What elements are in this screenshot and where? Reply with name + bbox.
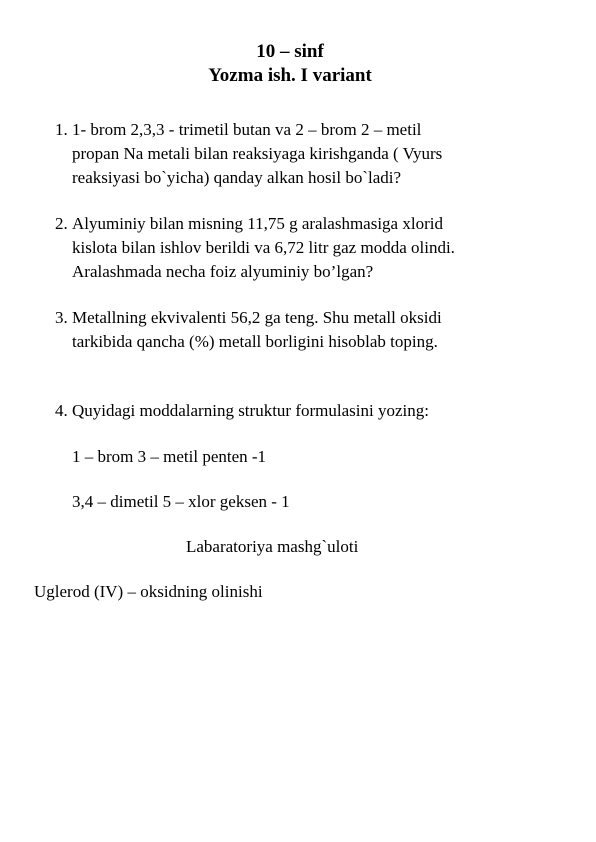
lab-task-text: Uglerod (IV) – oksidning olinishi	[34, 582, 263, 601]
question-line: Quyidagi moddalarning struktur formulasini yozing:	[72, 401, 429, 420]
question-text	[72, 212, 572, 284]
question-text	[72, 399, 572, 423]
question-line: propan Na metali bilan reaksiyaga kirishganda ( Vyurs	[72, 144, 443, 163]
question-text	[72, 306, 572, 354]
lab-section-title: Labaratoriya mashg`uloti	[186, 537, 359, 556]
question-line: reaksiyasi bo`yicha) qanday alkan hosil bo`ladi?	[72, 168, 402, 187]
question-number: 2.	[55, 214, 68, 233]
formula-item-2: 3,4 – dimetil 5 – xlor geksen - 1	[72, 492, 290, 511]
question-line: Metallning ekvivalenti 56,2 ga teng. Shu metall oksidi	[72, 308, 442, 327]
grade-heading: 10 – sinf	[256, 41, 324, 62]
question-line: 1- brom 2,3,3 - trimetil butan va 2 – brom 2 – metil	[72, 120, 422, 139]
question-number: 4.	[55, 401, 68, 420]
question-line: kislota bilan ishlov berildi va 6,72 litr gaz modda olindi.	[72, 238, 455, 257]
formula-item-1: 1 – brom 3 – metil penten -1	[72, 447, 267, 466]
question-number: 3.	[55, 308, 68, 327]
question-line: tarkibida qancha (%) metall borligini hisoblab toping.	[72, 332, 438, 351]
question-line: Aralashmada necha foiz alyuminiy bo’lgan?	[72, 262, 374, 281]
question-number: 1.	[55, 120, 68, 139]
question-text	[72, 118, 572, 190]
variant-heading: Yozma ish. I variant	[208, 65, 372, 86]
question-line: Alyuminiy bilan misning 11,75 g aralashmasiga xlorid	[72, 214, 443, 233]
